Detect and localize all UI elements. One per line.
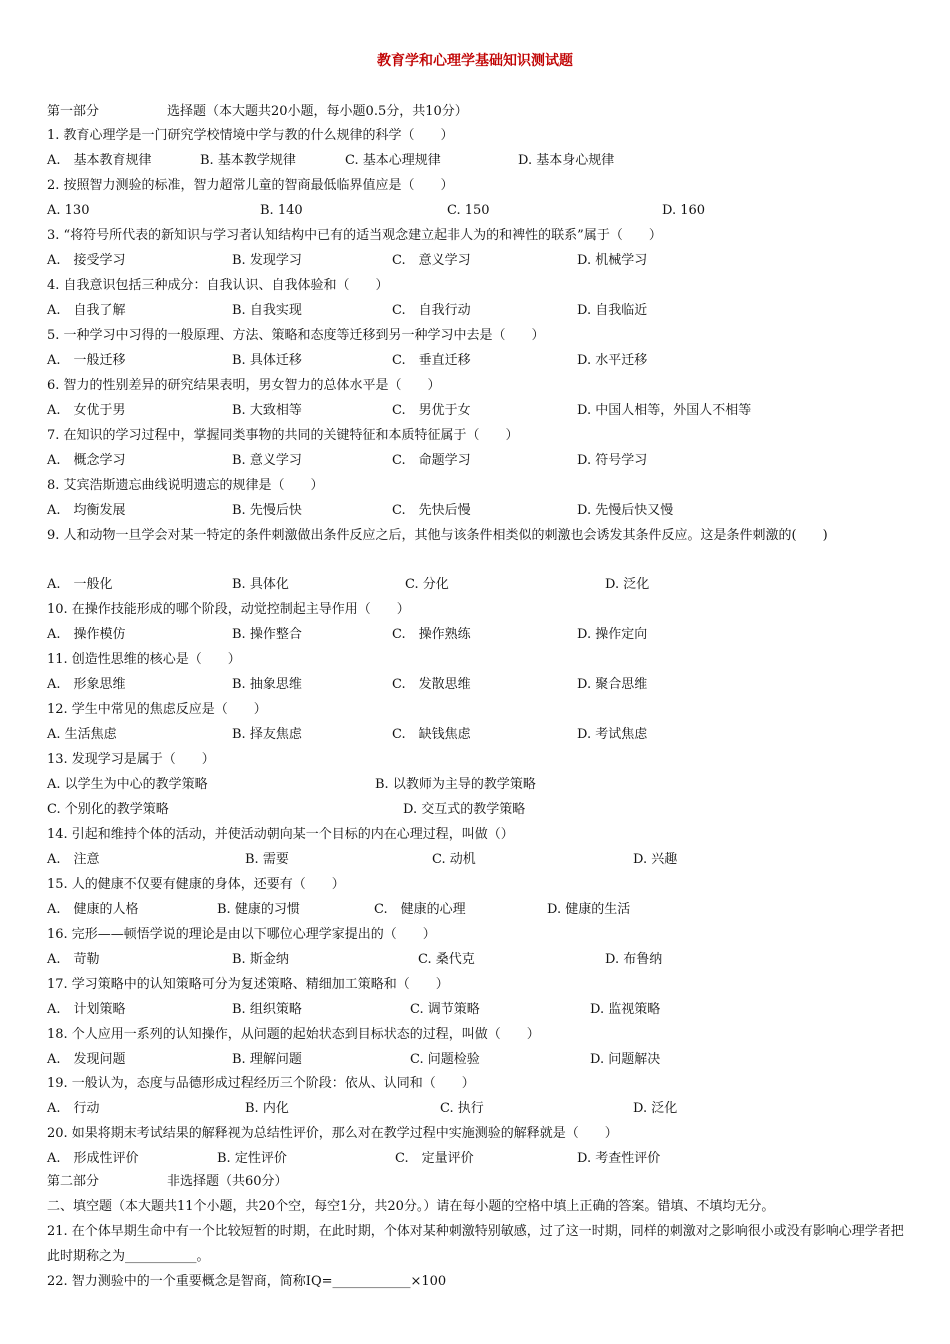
option-d: D. 考查性评价 [577,1151,661,1166]
page-title: 教育学和心理学基础知识测试题 [377,53,573,69]
question-22: 22. 智力测验中的一个重要概念是智商，简称IQ=____________×100 [47,1274,447,1289]
option-d: D. 自我临近 [577,303,648,318]
question-7: 7. 在知识的学习过程中，掌握同类事物的共同的关键特征和本质特征属于（ ） [47,428,519,443]
option-c: C. 调节策略 [410,1002,480,1017]
option-d: D. 健康的生活 [547,902,631,917]
option-c: C. 意义学习 [392,253,471,268]
option-a: A. 生活焦虑 [47,727,117,742]
option-a: A. 基本教育规律 [47,153,152,168]
question-6: 6. 智力的性别差异的研究结果表明，男女智力的总体水平是（ ） [47,378,441,393]
question-18: 18. 个人应用一系列的认知操作，从问题的起始状态到目标状态的过程，叫做（ ） [47,1027,540,1042]
option-d: D. 监视策略 [590,1002,661,1017]
option-c: C. 问题检验 [410,1052,480,1067]
option-d: D. 机械学习 [577,253,648,268]
option-b: B. 发现学习 [232,253,302,268]
question-17: 17. 学习策略中的认知策略可分为复述策略、精细加工策略和（ ） [47,977,449,992]
option-b: B. 斯金纳 [232,952,289,967]
option-a: A. 130 [47,203,90,218]
option-a: A. 注意 [47,852,100,867]
option-b: B. 具体化 [232,577,289,592]
option-d: D. 布鲁纳 [605,952,663,967]
option-a: A. 接受学习 [47,253,126,268]
part2-label: 第二部分 [47,1174,100,1189]
part1-label: 第一部分 [47,104,100,119]
option-c: C. 先快后慢 [392,503,471,518]
question-11: 11. 创造性思维的核心是（ ） [47,652,241,667]
option-b: B. 先慢后快 [232,503,302,518]
option-b: B. 定性评价 [217,1151,287,1166]
option-a: A. 发现问题 [47,1052,126,1067]
question-19: 19. 一般认为，态度与品德形成过程经历三个阶段：依从、认同和（ ） [47,1076,475,1091]
option-c: C. 个别化的教学策略 [47,802,169,817]
option-a: A. 女优于男 [47,403,126,418]
option-a: A. 自我了解 [47,303,126,318]
option-c: C. 分化 [405,577,449,592]
question-3: 3. “将符号所代表的新知识与学习者认知结构中已有的适当观念建立起非人为的和裨性的联系”属于（ ） [47,228,662,243]
question-8: 8. 艾宾浩斯遗忘曲线说明遗忘的规律是（ ） [47,478,324,493]
option-c: C. 操作熟练 [392,627,471,642]
option-d: D. 先慢后快又慢 [577,503,674,518]
option-b: B. 基本教学规律 [200,153,296,168]
question-9: 9. 人和动物一旦学会对某一特定的条件刺激做出条件反应之后，其他与该条件相类似的刺激也会诱发其条件反应。这是条件刺激的( ) [47,528,828,543]
option-c: C. 男优于女 [392,403,471,418]
question-4: 4. 自我意识包括三种成分：自我认识、自我体验和（ ） [47,278,389,293]
option-d: D. 交互式的教学策略 [403,802,526,817]
option-b: B. 意义学习 [232,453,302,468]
option-a: A. 计划策略 [47,1002,126,1017]
option-c: C. 桑代克 [418,952,475,967]
question-10: 10. 在操作技能形成的哪个阶段，动觉控制起主导作用（ ） [47,602,410,617]
part2-desc: 非选择题（共60分） [167,1174,288,1189]
option-d: D. 考试焦虑 [577,727,648,742]
option-b: B. 理解问题 [232,1052,302,1067]
option-c: C. 命题学习 [392,453,471,468]
option-b: B. 操作整合 [232,627,302,642]
option-b: B. 抽象思维 [232,677,302,692]
option-d: D. 泛化 [633,1101,678,1116]
option-c: C. 定量评价 [395,1151,474,1166]
option-a: A. 苛勒 [47,952,100,967]
option-b: B. 以教师为主导的教学策略 [375,777,536,792]
option-d: D. 基本身心规律 [518,153,615,168]
option-d: D. 聚合思维 [577,677,648,692]
option-a: A. 均衡发展 [47,503,126,518]
option-a: A. 以学生为中心的教学策略 [47,777,208,792]
option-c: C. 执行 [440,1101,484,1116]
option-a: A. 行动 [47,1101,100,1116]
option-a: A. 形成性评价 [47,1151,139,1166]
question-16: 16. 完形——顿悟学说的理论是由以下哪位心理学家提出的（ ） [47,927,436,942]
option-c: C. 缺钱焦虑 [392,727,471,742]
question-12: 12. 学生中常见的焦虑反应是（ ） [47,702,267,717]
option-a: A. 概念学习 [47,453,126,468]
question-15: 15. 人的健康不仅要有健康的身体，还要有（ ） [47,877,345,892]
part1-heading [47,103,468,121]
option-b: B. 140 [260,203,303,218]
part2-heading [47,1173,288,1191]
question-14: 14. 引起和维持个体的活动，并使活动朝向某一个目标的内在心理过程，叫做（） [47,827,514,842]
option-b: B. 需要 [245,852,289,867]
option-d: D. 操作定向 [577,627,648,642]
option-c: C. 自我行动 [392,303,471,318]
option-b: B. 组织策略 [232,1002,302,1017]
option-c: C. 垂直迁移 [392,353,471,368]
option-a: A. 形象思维 [47,677,126,692]
option-d: D. 160 [662,203,706,218]
option-d: D. 问题解决 [590,1052,661,1067]
option-a: A. 一般迁移 [47,353,126,368]
option-d: D. 中国人相等，外国人不相等 [577,403,752,418]
question-13: 13. 发现学习是属于（ ） [47,752,215,767]
question-1: 1. 教育心理学是一门研究学校情境中学与教的什么规律的科学（ ） [47,128,454,143]
fill-instructions: 二、填空题（本大题共11个小题，共20个空，每空1分，共20分。）请在每小题的空格中填上正确的答案。错填、不填均无分。 [47,1199,775,1214]
question-2: 2. 按照智力测验的标准，智力超常儿童的智商最低临界值应是（ ） [47,178,454,193]
option-b: B. 择友焦虑 [232,727,302,742]
option-d: D. 水平迁移 [577,353,648,368]
option-d: D. 符号学习 [577,453,648,468]
option-c: C. 基本心理规律 [345,153,441,168]
option-d: D. 兴趣 [633,852,678,867]
option-b: B. 健康的习惯 [217,902,300,917]
question-21: 21. 在个体早期生命中有一个比较短暂的时期，在此时期，个体对某种刺激特别敏感，过了这一时期，同样的刺激对之影响很小或没有影响心理学者把此时期称之为___________。 [47,1224,904,1264]
question-20: 20. 如果将期末考试结果的解释视为总结性评价，那么对在教学过程中实施测验的解释就是（ ） [47,1126,618,1141]
option-b: B. 具体迁移 [232,353,302,368]
option-a: A. 操作模仿 [47,627,126,642]
question-5: 5. 一种学习中习得的一般原理、方法、策略和态度等迁移到另一种学习中去是（ ） [47,328,545,343]
option-c: C. 健康的心理 [374,902,466,917]
option-c: C. 发散思维 [392,677,471,692]
option-c: C. 动机 [432,852,476,867]
option-a: A. 健康的人格 [47,902,139,917]
option-a: A. 一般化 [47,577,113,592]
option-b: B. 内化 [245,1101,289,1116]
part1-desc: 选择题（本大题共20小题，每小题0.5分，共10分） [167,104,468,119]
option-c: C. 150 [447,203,490,218]
option-b: B. 自我实现 [232,303,302,318]
option-d: D. 泛化 [605,577,650,592]
option-b: B. 大致相等 [232,403,302,418]
